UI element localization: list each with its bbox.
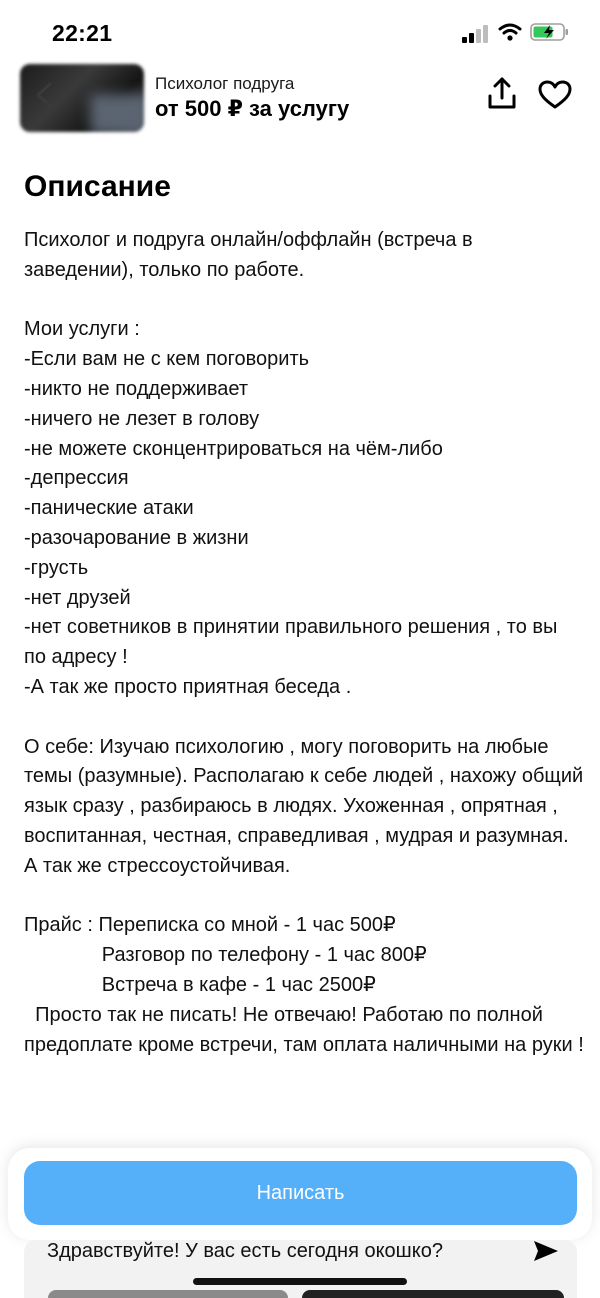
status-bar	[0, 0, 600, 62]
quick-message-text[interactable]: Здравствуйте! У вас есть сегодня окошко?	[47, 1240, 443, 1262]
send-icon[interactable]	[532, 1239, 560, 1263]
listing-subtitle: Психолог подруга	[155, 74, 295, 93]
share-icon[interactable]	[486, 76, 518, 112]
bottom-chip-right[interactable]	[302, 1290, 564, 1298]
heart-icon[interactable]	[538, 80, 572, 110]
listing-description: Психолог и подруга онлайн/оффлайн (встреча в заведении), только по работе. Мои услуги : -Если вам не с кем поговорить -никто не поддерживает -ничего не лезет в голову -не можете сконцентрироваться на чём-либо -депрессия -панические атаки -разочарование в жизни -грусть -нет друзей -нет советников в принятии правильного решения , то вы по адресу ! -А так же просто приятная беседа . О себе: Изучаю психологию , могу поговорить на любые темы (разумные). Располагаю к себе людей , нахожу общий язык сразу , разбираюсь в людях. Ухоженная , опрятная , воспитанная, честная, справедливая , мудрая и разумная. А так же стрессоустойчивая. Прайс : Переписка со мной - 1 час 500₽ Разговор по телефону - 1 час 800₽ Встреча в кафе - 1 час 2500₽ Просто так не писать! Не отвечаю! Работаю по полной предоплате кроме встречи, там оплата наличными на руки !	[24, 229, 584, 1056]
bottom-chip-left[interactable]	[48, 1290, 288, 1298]
status-time: 22:21	[52, 20, 113, 46]
cellular-signal-icon	[462, 25, 490, 43]
home-indicator	[193, 1278, 407, 1285]
listing-price: от 500 ₽ за услугу	[155, 96, 350, 121]
section-title: Описание	[24, 170, 171, 203]
battery-icon	[530, 22, 570, 42]
wifi-icon	[498, 22, 522, 42]
write-message-button[interactable]: Написать	[24, 1161, 577, 1225]
header	[0, 62, 600, 150]
back-arrow-icon[interactable]	[32, 80, 58, 110]
